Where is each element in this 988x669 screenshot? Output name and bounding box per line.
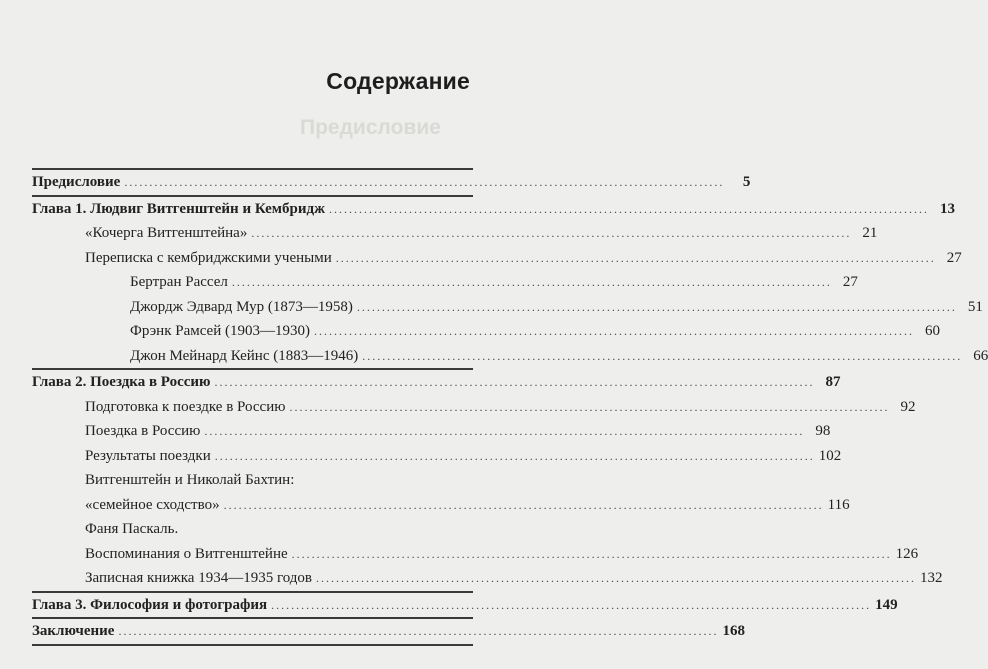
toc-entry-page: 126 — [895, 545, 919, 562]
toc-entry-page: 98 — [815, 423, 831, 439]
toc-entry-page: 21 — [862, 225, 878, 241]
toc-entry — [32, 517, 473, 542]
toc-entry — [32, 395, 916, 420]
toc-entry-page: 149 — [875, 596, 898, 613]
toc-entry — [32, 368, 841, 395]
toc-entry-page: 5 — [742, 174, 751, 190]
toc-entry-title: «семейное сходство» — [85, 496, 220, 513]
toc-entry — [32, 542, 919, 567]
dot-leader: ........................................................................................................................ — [214, 375, 815, 389]
toc-entry-page: 132 — [920, 570, 943, 586]
dot-leader: ........................................................................................................................ — [251, 226, 852, 240]
toc-entry-title: Поездка в Россию — [85, 423, 201, 439]
toc-entry-page: 92 — [900, 398, 916, 415]
toc-entry-title: Записная книжка 1934—1935 годов — [85, 570, 313, 586]
dot-leader: ........................................................................................................................ — [289, 399, 890, 414]
toc-entry-title: Фрэнк Рамсей (1903—1930) — [130, 323, 310, 339]
toc-entry-page: 102 — [818, 447, 842, 464]
toc-entry — [32, 566, 943, 591]
toc-entry — [32, 591, 898, 618]
toc-entry-page: 60 — [925, 323, 940, 339]
toc-entry — [32, 319, 940, 344]
toc-entry-page: 13 — [939, 200, 955, 217]
toc-entry — [32, 221, 878, 246]
toc-entry — [32, 270, 858, 295]
dot-leader: ........................................................................................................................ — [335, 250, 936, 265]
toc-entry — [32, 295, 983, 320]
toc-entry-title: Результаты поездки — [85, 447, 211, 464]
dot-leader: ........................................................................................................................ — [314, 324, 914, 338]
toc-entry-title: Заключение — [32, 623, 115, 639]
toc-entry-title: Джордж Эдвард Мур (1873—1958) — [130, 298, 353, 315]
toc-entry-title: Переписка с кембриджскими учеными — [85, 249, 332, 266]
dot-leader: ........................................................................................................................ — [328, 201, 929, 216]
dot-leader: ........................................................................................................................ — [291, 546, 892, 561]
dot-leader: ........................................................................................................................ — [231, 275, 832, 289]
toc-entry-page: 27 — [946, 249, 962, 266]
bottom-rule — [32, 644, 473, 646]
toc-entry — [32, 419, 831, 444]
toc-entry — [32, 444, 842, 469]
toc-entry-title: Джон Мейнард Кейнс (1883—1946) — [130, 347, 359, 364]
toc-entry — [32, 493, 850, 518]
toc-entry-page: 27 — [842, 274, 858, 290]
dot-leader: ........................................................................................................................ — [316, 571, 917, 585]
dot-leader: ........................................................................................................................ — [223, 497, 824, 512]
toc-entry-title: Глава 1. Людвиг Витгенштейн и Кембридж — [32, 200, 325, 217]
toc-entry-page: 116 — [827, 496, 850, 513]
toc-entry-title: Фаня Паскаль. — [85, 521, 179, 537]
toc-entry — [32, 170, 751, 195]
toc-entry — [32, 468, 473, 493]
toc-entry — [32, 246, 962, 271]
toc-entry — [32, 195, 955, 222]
table-of-contents — [32, 168, 988, 646]
toc-entry — [32, 617, 745, 644]
dot-leader: ........................................................................................................................ — [271, 597, 872, 612]
toc-entry-title: «Кочерга Витгенштейна» — [85, 225, 248, 241]
dot-leader: ........................................................................................................................ — [204, 424, 805, 438]
dot-leader: ........................................................................................................................ — [118, 624, 719, 638]
toc-entry-title: Глава 2. Поездка в Россию — [32, 374, 211, 390]
bleed-through-text: Предисловие — [300, 116, 441, 139]
dot-leader: ........................................................................................................................ — [356, 299, 957, 314]
dot-leader: ........................................................................................................................ — [214, 448, 815, 463]
toc-entry-page: 87 — [825, 374, 841, 390]
dot-leader: ........................................................................................................................ — [124, 175, 725, 189]
dot-leader: ........................................................................................................................ — [362, 348, 963, 363]
toc-entry-title: Воспоминания о Витгенштейне — [85, 545, 288, 562]
toc-entry-title: Бертран Рассел — [130, 274, 228, 290]
toc-entry-page: 168 — [722, 623, 745, 639]
toc-entry-title: Витгенштейн и Николай Бахтин: — [85, 472, 295, 488]
page-title: Содержание — [326, 68, 470, 94]
toc-entry-title: Подготовка к поездке в Россию — [85, 398, 286, 415]
toc-entry-page: 51 — [967, 298, 983, 315]
toc-entry-title: Глава 3. Философия и фотография — [32, 596, 268, 613]
toc-entry-title: Предисловие — [32, 174, 121, 190]
toc-entry-page: 66 — [973, 347, 988, 364]
toc-entry — [32, 344, 988, 369]
